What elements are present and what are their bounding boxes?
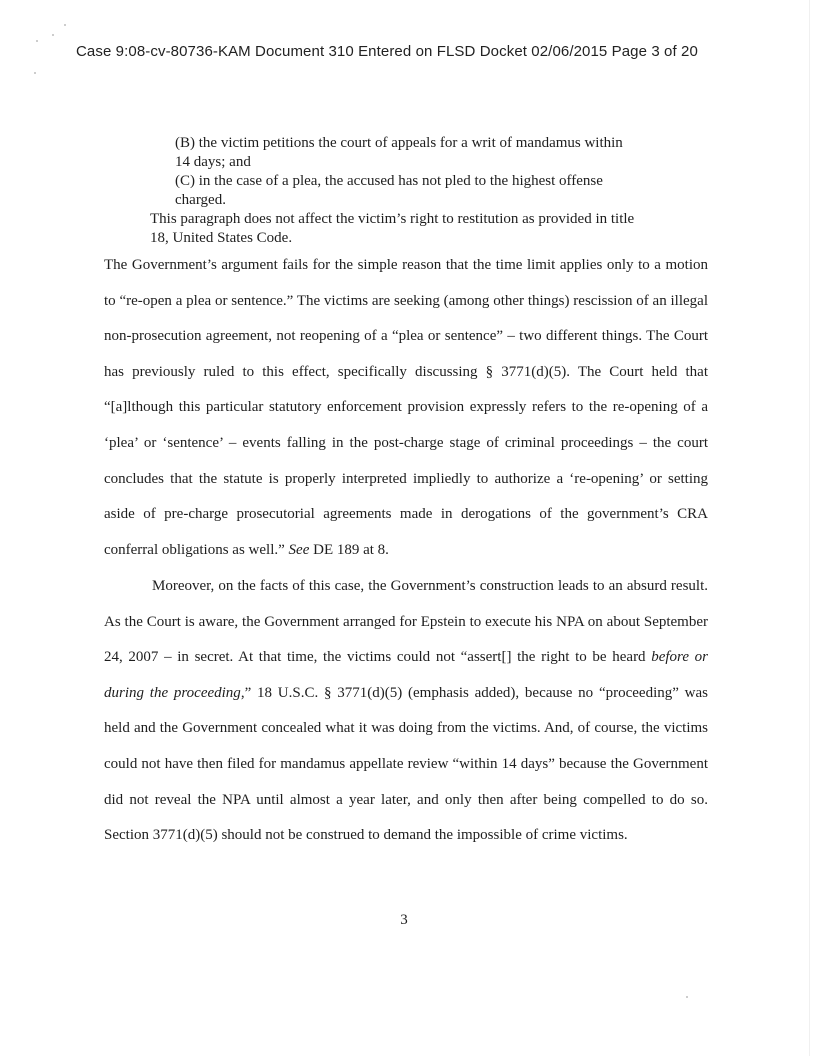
scan-speck <box>686 996 688 998</box>
statute-quote <box>150 134 670 248</box>
quote-line: 18, United States Code. <box>150 230 293 246</box>
citation-text: DE 189 at 8. <box>309 541 389 558</box>
quote-line: 14 days; and <box>175 154 251 170</box>
quote-line: This paragraph does not affect the victim’s right to restitution as provided in title <box>150 211 635 227</box>
scan-speck <box>36 40 38 42</box>
docket-header: Case 9:08-cv-80736-KAM Document 310 Entered on FLSD Docket 02/06/2015 Page 3 of 20 <box>76 43 698 60</box>
quote-line: charged. <box>175 192 226 208</box>
scan-edge-line <box>809 0 810 1056</box>
citation-signal: See <box>288 541 310 558</box>
scan-speck <box>52 34 54 36</box>
paragraph-text: ,” 18 U.S.C. § 3771(d)(5) (emphasis added), because no “proceeding” was held and the Government concealed what it was doing from the victims. And, of course, the victims could not have then filed for mandamus appellate review “within 14 days” because the Government did not reveal the NPA until almost a year later, and only then after being compelled to do so. Section 3771(d)(5) should not be construed to demand the impossible of crime victims. <box>104 684 708 844</box>
paragraph-government-argument <box>104 248 708 568</box>
emphasized-text: before or during the proceeding <box>104 649 708 701</box>
quote-line: (C) in the case of a plea, the accused has not pled to the highest offense <box>175 173 603 189</box>
paragraph-text: The Government’s argument fails for the simple reason that the time limit applies only to a motion to “re-open a plea or sentence.” The victims are seeking (among other things) rescission of an illegal non-prosecution agreement, not reopening of a “plea or sentence” – two different things. The Court has previously ruled to this effect, specifically discussing § 3771(d)(5). The Court held that “[a]lthough this particular statutory enforcement provision expressly refers to the re-opening of a ‘plea’ or ‘sentence’ – events falling in the post-charge stage of criminal proceedings – the court concludes that the statute is properly interpreted impliedly to authorize a ‘re-opening’ or setting aside of pre-charge prosecutorial agreements made in derogations of the government’s CRA conferral obligations as well.” <box>104 257 708 558</box>
scan-speck <box>34 72 36 74</box>
scan-speck <box>64 24 66 26</box>
paragraph-text: Moreover, on the facts of this case, the Government’s construction leads to an absurd result. As the Court is aware, the Government arranged for Epstein to execute his NPA on about September 24, 2007 – in secret. At that time, the victims could not “assert[] the right to be heard <box>104 578 708 666</box>
page-number: 3 <box>400 912 408 928</box>
paragraph-absurd-result <box>104 569 708 854</box>
quote-line: (B) the victim petitions the court of appeals for a writ of mandamus within <box>175 135 623 151</box>
